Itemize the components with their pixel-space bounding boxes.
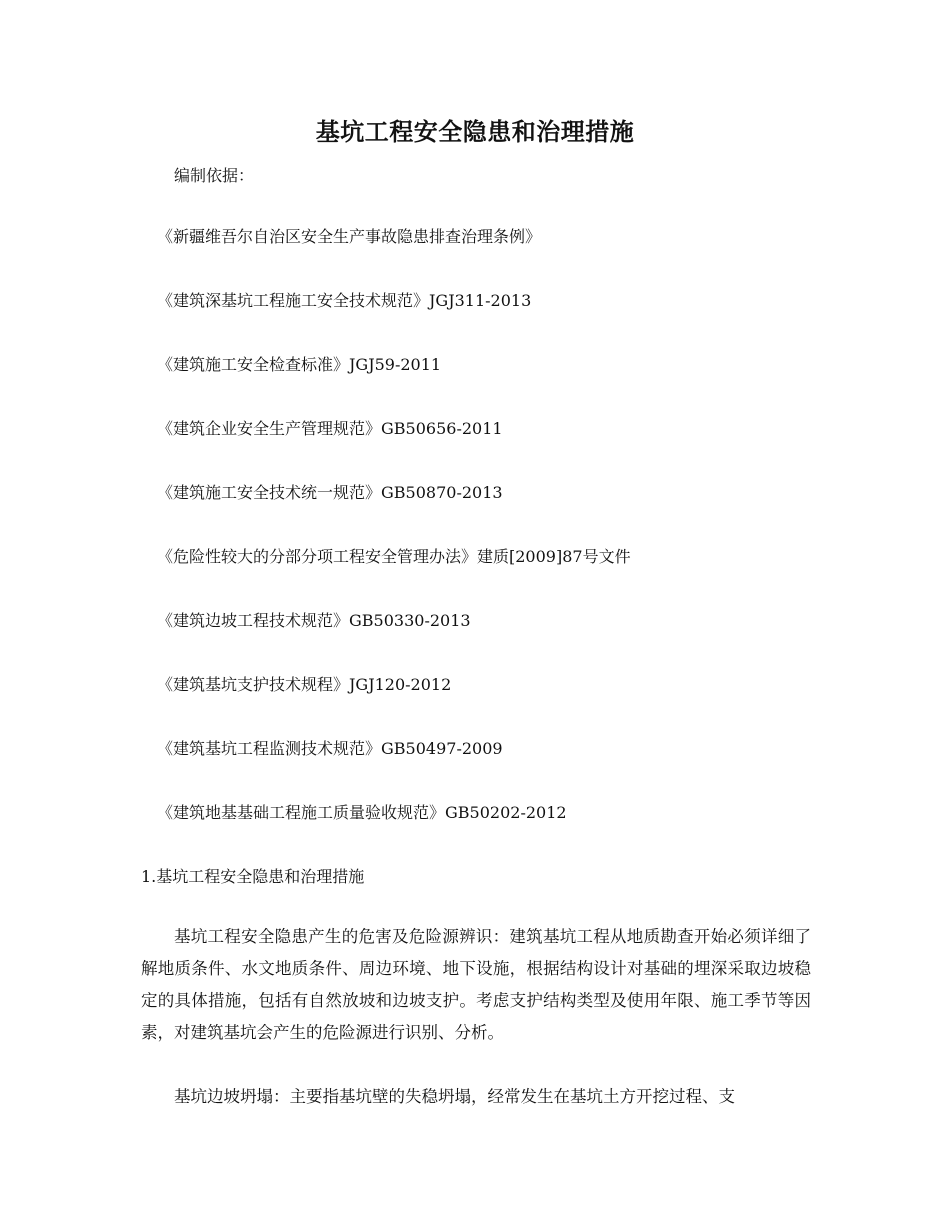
reference-item: 《建筑施工安全检查标准》JGJ59-2011 [157,355,442,374]
body-paragraph: 基坑边坡坍塌：主要指基坑壁的失稳坍塌，经常发生在基坑土方开挖过程、支 [174,1087,735,1106]
reference-item: 《建筑边坡工程技术规范》GB50330-2013 [157,611,471,630]
reference-item: 《建筑企业安全生产管理规范》GB50656-2011 [157,419,503,438]
reference-item: 《建筑施工安全技术统一规范》GB50870-2013 [157,483,503,502]
reference-item: 《建筑深基坑工程施工安全技术规范》JGJ311-2013 [157,291,532,310]
basis-label: 编制依据： [174,166,255,185]
document-title: 基坑工程安全隐患和治理措施 [315,117,635,146]
body-paragraph: 基坑工程安全隐患产生的危害及危险源辨识：建筑基坑工程从地质勘查开始必须详细了解地质条件、水文地质条件、周边环境、地下设施，根据结构设计对基础的埋深采取边坡稳定的具体措施，包括有自然放坡和边坡支护。考虑支护结构类型及使用年限、施工季节等因素，对建筑基坑会产生的危险源进行识别、分析。 [141,927,811,1042]
reference-item: 《建筑基坑支护技术规程》JGJ120-2012 [157,675,452,694]
reference-item: 《建筑地基基础工程施工质量验收规范》GB50202-2012 [157,803,567,822]
reference-item: 《建筑基坑工程监测技术规范》GB50497-2009 [157,739,503,758]
section-heading: 1.基坑工程安全隐患和治理措施 [141,867,365,886]
reference-item: 《新疆维吾尔自治区安全生产事故隐患排查治理条例》 [157,227,542,246]
reference-list [157,226,631,866]
reference-item: 《危险性较大的分部分项工程安全管理办法》建质[2009]87号文件 [157,547,631,566]
